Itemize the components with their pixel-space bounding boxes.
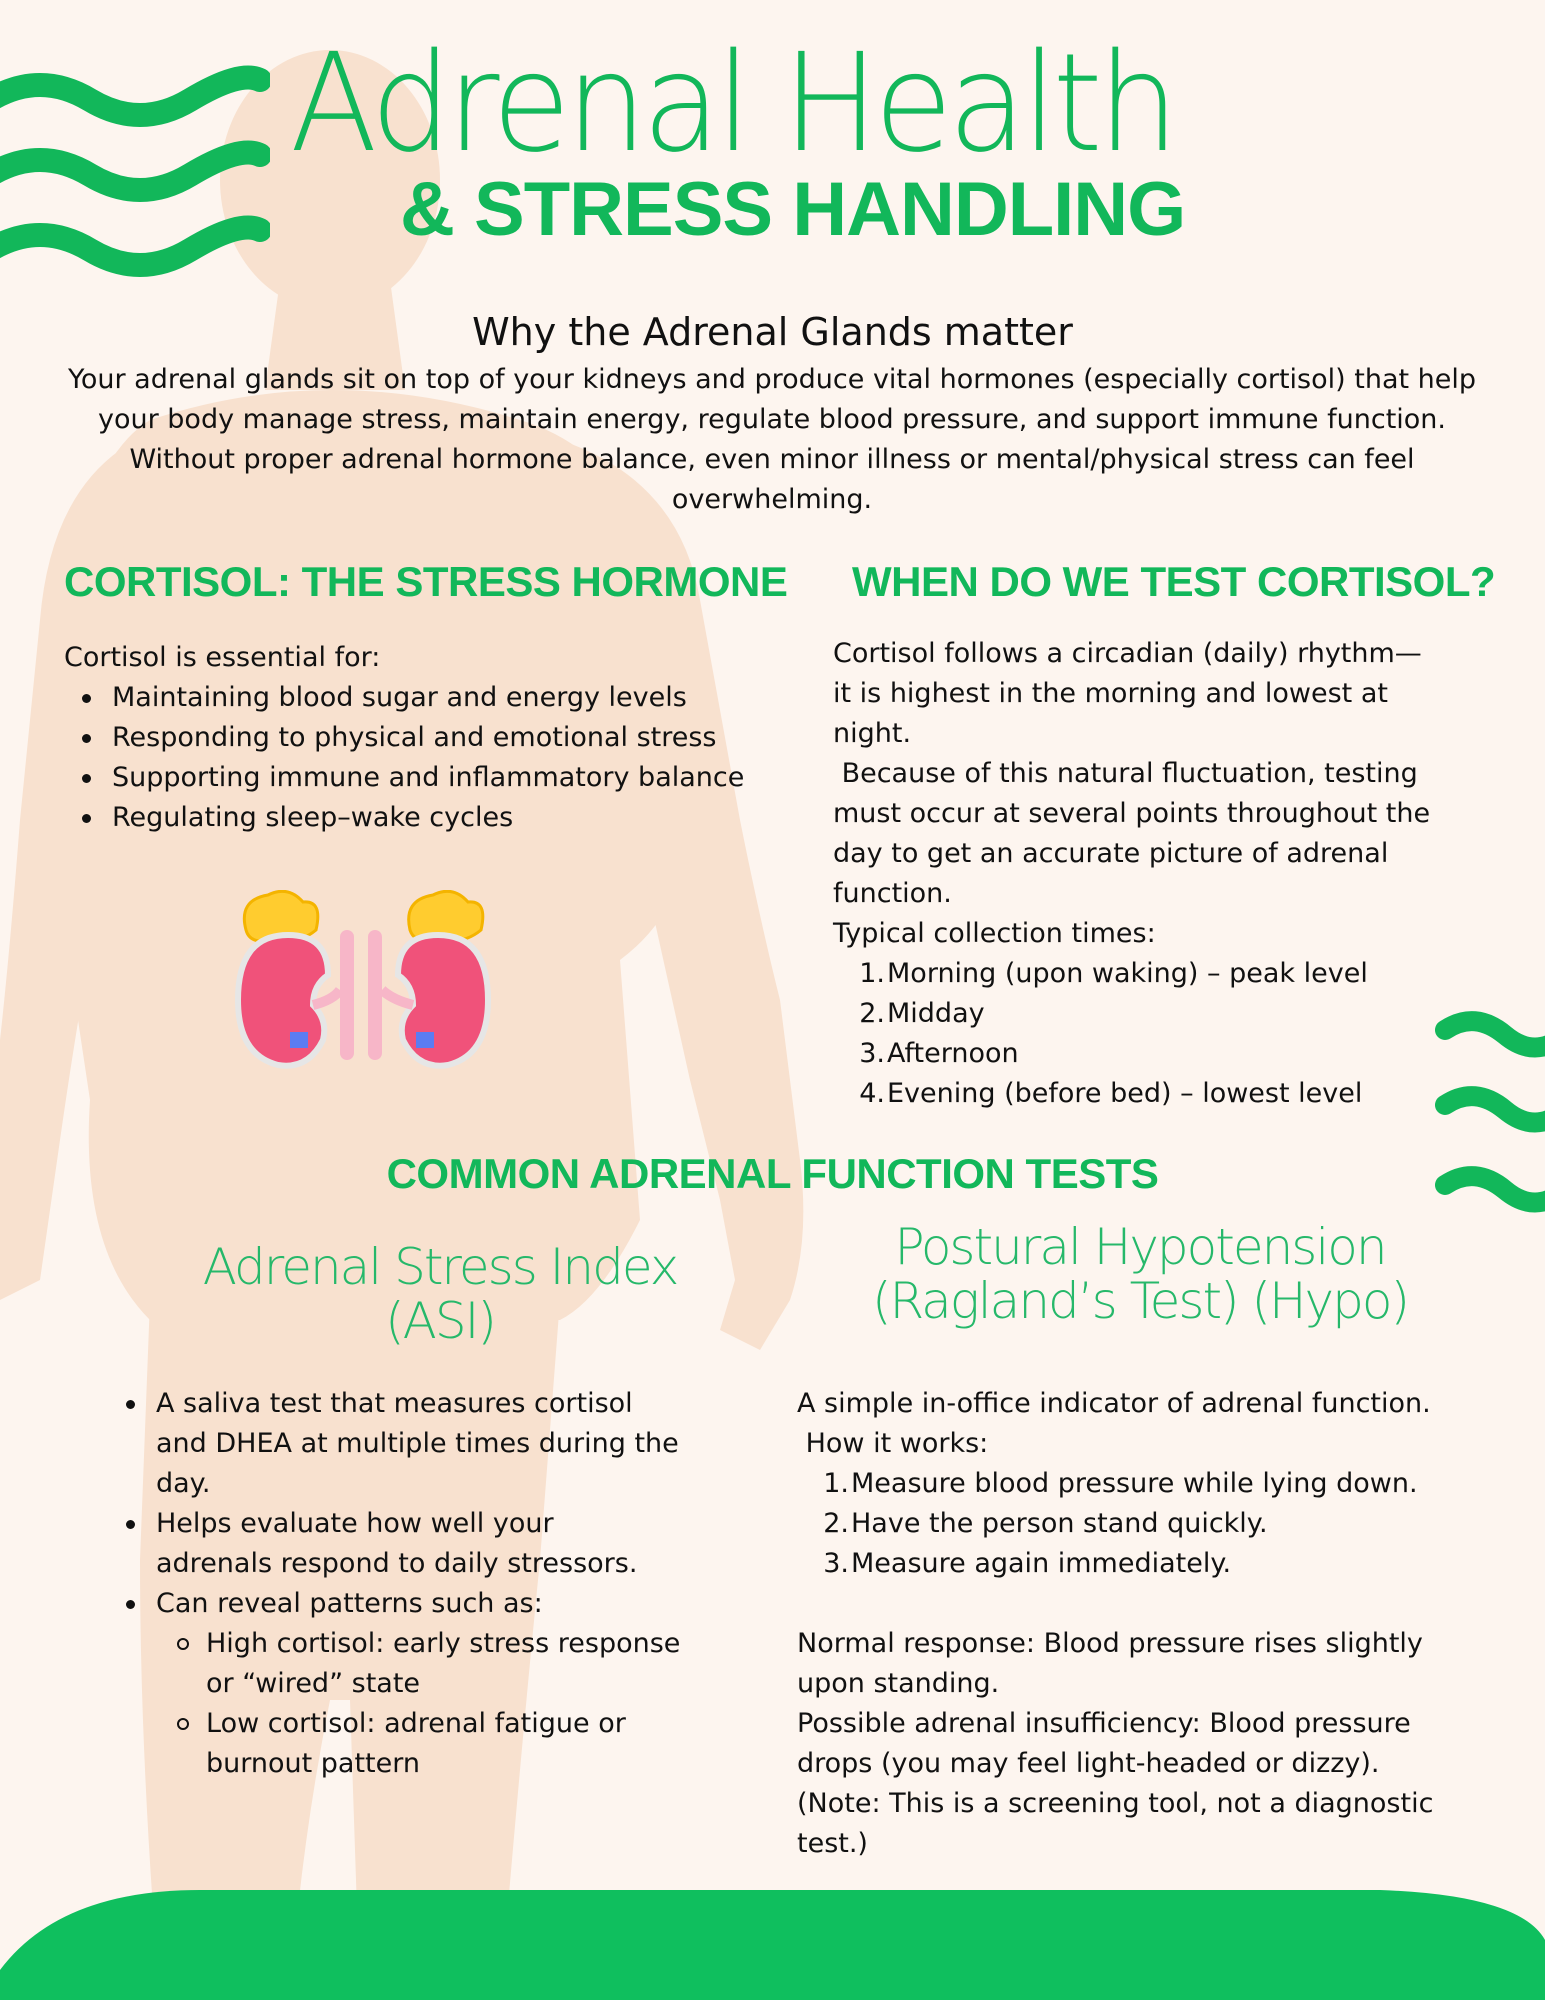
asi-title-line: Adrenal Stress Index [202, 1238, 678, 1296]
list-item: Responding to physical and emotional stress [112, 718, 824, 758]
intro-line: Without proper adrenal hormone balance, even minor illness or mental/physical stress can feel [129, 444, 1415, 475]
when-line: must occur at several points throughout the [833, 798, 1431, 829]
asi-sub-list [156, 1624, 748, 1784]
cortisol-list [64, 678, 824, 838]
list-line: A saliva test that measures cortisol [156, 1388, 633, 1419]
when-line: it is highest in the morning and lowest at [833, 678, 1388, 709]
list-line: day. [156, 1468, 211, 1499]
tests-heading: COMMON ADRENAL FUNCTION TESTS [386, 1150, 1159, 1197]
list-line: Can reveal patterns such as: [156, 1588, 543, 1619]
list-line: and DHEA at multiple times during the [156, 1428, 679, 1459]
list-line: burnout pattern [206, 1748, 420, 1779]
list-line: High cortisol: early stress response [206, 1628, 681, 1659]
when-heading: WHEN DO WE TEST CORTISOL? [852, 558, 1496, 605]
page-subtitle: & STRESS HANDLING [400, 167, 1186, 252]
postural-title [830, 1220, 1450, 1328]
asi-title [130, 1240, 750, 1348]
intro-line: Your adrenal glands sit on top of your kidneys and produce vital hormones (especially cortisol) that help [67, 364, 1477, 395]
postural-line: (Note: This is a screening tool, not a diagnostic [797, 1788, 1434, 1819]
list-text: Afternoon [887, 1038, 1019, 1069]
sub-list-item [206, 1704, 748, 1784]
list-text: Morning (upon waking) – peak level [887, 958, 1368, 989]
list-item: Maintaining blood sugar and energy levels [112, 678, 824, 718]
list-item [823, 1544, 1517, 1584]
list-item [156, 1384, 748, 1504]
asi-list [108, 1384, 748, 1784]
when-line: function. [833, 878, 952, 909]
list-item [859, 994, 1513, 1034]
intro-heading: Why the Adrenal Glands matter [472, 310, 1073, 354]
postural-line: Normal response: Blood pressure rises slightly [797, 1628, 1423, 1659]
postural-section [797, 1384, 1517, 1864]
postural-title-line: (Ragland’s Test) (Hypo) [872, 1272, 1408, 1330]
list-number: 2. [859, 998, 885, 1029]
list-number: 1. [859, 958, 885, 989]
list-text: Have the person stand quickly. [851, 1508, 1268, 1539]
list-item: Regulating sleep–wake cycles [112, 798, 824, 838]
list-line: Low cortisol: adrenal fatigue or [206, 1708, 626, 1739]
asi-title-line: (ASI) [385, 1292, 495, 1350]
cortisol-lead: Cortisol is essential for: [64, 642, 381, 673]
postural-steps-list [797, 1464, 1517, 1584]
list-item [823, 1464, 1517, 1504]
postural-lead: A simple in-office indicator of adrenal function. [797, 1388, 1431, 1419]
when-line: Because of this natural fluctuation, testing [833, 758, 1418, 789]
list-number: 3. [859, 1038, 885, 1069]
cortisol-section [64, 638, 824, 838]
intro-line: overwhelming. [671, 484, 873, 515]
postural-line: Possible adrenal insufficiency: Blood pressure [797, 1708, 1411, 1739]
list-text: Evening (before bed) – lowest level [887, 1078, 1363, 1109]
list-item: Supporting immune and inflammatory balance [112, 758, 824, 798]
when-line: day to get an accurate picture of adrenal [833, 838, 1389, 869]
list-item [823, 1504, 1517, 1544]
list-item [156, 1504, 748, 1584]
collection-times-list [833, 954, 1513, 1114]
list-item [859, 1034, 1513, 1074]
postural-line: test.) [797, 1828, 868, 1859]
sub-list-item [206, 1624, 748, 1704]
list-line: Helps evaluate how well your [156, 1508, 554, 1539]
intro-paragraph [22, 360, 1522, 520]
postural-how: How it works: [797, 1428, 989, 1459]
list-item [156, 1584, 748, 1784]
list-number: 3. [823, 1548, 849, 1579]
when-line: Cortisol follows a circadian (daily) rhythm— [833, 638, 1422, 669]
postural-title-line: Postural Hypotension [894, 1218, 1386, 1276]
cortisol-heading: CORTISOL: THE STRESS HORMONE [64, 558, 788, 605]
when-line: Typical collection times: [833, 918, 1156, 949]
list-number: 2. [823, 1508, 849, 1539]
when-line: night. [833, 718, 912, 749]
list-number: 4. [859, 1078, 885, 1109]
postural-line: drops (you may feel light-headed or dizzy). [797, 1748, 1380, 1779]
when-section [833, 634, 1513, 1114]
page-title: Adrenal Health [290, 25, 1175, 183]
list-number: 1. [823, 1468, 849, 1499]
list-item [859, 1074, 1513, 1114]
intro-line: your body manage stress, maintain energy, regulate blood pressure, and support immune function. [98, 404, 1446, 435]
asi-section [108, 1384, 748, 1784]
list-item [859, 954, 1513, 994]
list-text: Measure blood pressure while lying down. [851, 1468, 1418, 1499]
list-line: adrenals respond to daily stressors. [156, 1548, 638, 1579]
kidney-adrenal-icon [228, 890, 498, 1070]
postural-line: upon standing. [797, 1668, 1000, 1699]
list-text: Measure again immediately. [851, 1548, 1232, 1579]
list-text: Midday [887, 998, 985, 1029]
list-line: or “wired” state [206, 1668, 421, 1699]
